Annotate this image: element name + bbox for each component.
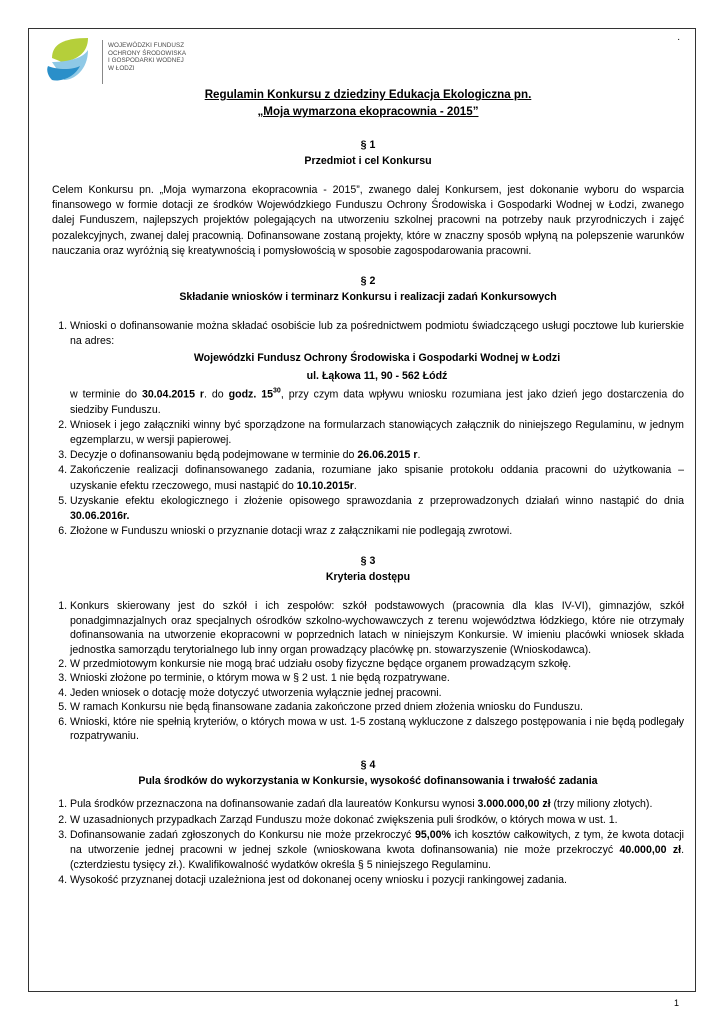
max-amount: 40.000,00 zł	[619, 844, 682, 857]
deadline-hour: godz. 15	[228, 388, 274, 401]
section-2-number: § 2	[360, 275, 376, 288]
list-item: 1. Konkurs skierowany jest do szkół i ich zespołów: szkół podstawowych (pracownia dla klas IV-VI), gimnazjów, szkół ponadgimnazjalnych oraz specjalnych ośrodków szkolno-wychowawczych z terenu województwa łódzkiego, które nie otrzymały dofinansowania na utworzenie ekopracowni w poprzednich latach w niniejszym Konkursie. W imieniu placówki wniosek składa jednostka samorządu terytorialnego lub inny organ prowadzący placówkę pn. stowarzyszenie (Wnioskodawca).	[70, 599, 684, 657]
max-percent: 95,00%	[415, 828, 451, 841]
list-item: 3. Wnioski złożone po terminie, o którym mowa w § 2 ust. 1 nie będą rozpatrywane.	[70, 671, 684, 685]
logo-text	[108, 42, 186, 72]
list-item	[70, 463, 684, 493]
corner-mark: ·	[677, 34, 681, 45]
list-item: 5. W ramach Konkursu nie będą finansowane zadania zakończone przed dniem złożenia wniosku do Funduszu.	[70, 700, 684, 714]
logo-line: W ŁODZI	[108, 64, 135, 72]
item-text: .	[417, 449, 421, 462]
item-text: Decyzje o dofinansowaniu będą podejmowane w terminie do	[70, 449, 358, 462]
deadline-text: , przy czym data wpływu wniosku rozumiana jest jako dzień jego dostarczenia do siedziby Funduszu.	[70, 388, 684, 416]
document-body	[52, 86, 684, 889]
list-item: 6. Wnioski, które nie spełnią kryteriów, o których mowa w ust. 1-5 zostaną wykluczone z dalszego postępowania i nie będą podlegały rozpatrywaniu.	[70, 715, 684, 744]
deadline-minutes: 30	[273, 387, 281, 395]
list-item: 2. Wniosek i jego załączniki winny być sporządzone na formularzach stanowiących załącznik do niniejszego Regulaminu, w jednym egzemplarzu, w wersji papierowej.	[70, 418, 684, 448]
list-item	[70, 494, 684, 524]
list-item: 2. W przedmiotowym konkursie nie mogą brać udziału osoby fizyczne będące organem prowadzącym szkołę.	[70, 657, 684, 671]
section-4-list	[52, 797, 684, 888]
address-line1: Wojewódzki Fundusz Ochrony Środowiska i Gospodarki Wodnej w Łodzi	[193, 352, 561, 365]
section-1-heading: Przedmiot i cel Konkursu	[304, 155, 432, 167]
item-text: Uzyskanie efektu ekologicznego i złożenie opisowego sprawozdania z przeprowadzonych działań winno nastąpić do dnia	[70, 494, 684, 507]
section-2-list	[52, 319, 684, 539]
section-3-heading: Kryteria dostępu	[325, 571, 411, 584]
section-2-item1-deadline	[70, 384, 684, 418]
item-text: (trzy miliony złotych).	[550, 798, 653, 811]
deadline-text: . do	[204, 388, 229, 401]
list-item: 2. W uzasadnionych przypadkach Zarząd Funduszu może dokonać zwiększenia puli środków, o których mowa w ust. 1.	[70, 813, 684, 828]
section-2-heading: Składanie wniosków i terminarz Konkursu i realizacji zadań Konkursowych	[179, 291, 557, 304]
decision-date: 26.06.2015 r	[357, 449, 418, 462]
item-text: Pula środków przeznaczona na dofinansowanie zadań dla laureatów Konkursu wynosi	[70, 798, 478, 811]
report-date: 30.06.2016r.	[70, 509, 130, 522]
page-number: 1	[674, 998, 680, 1008]
section-1-number: § 1	[360, 139, 376, 151]
logo-line: WOJEWÓDZKI FUNDUSZ	[108, 42, 185, 49]
deadline-date: 30.04.2015 r	[141, 388, 205, 401]
list-item: 6. Złożone w Funduszu wnioski o przyznanie dotacji wraz z załącznikami nie podlegają zwrotowi.	[70, 524, 684, 539]
deadline-text: w terminie do	[70, 388, 142, 401]
list-item	[70, 448, 684, 463]
list-item: 4. Wysokość przyznanej dotacji uzależniona jest od dokonanej oceny wniosku i pozycji rankingowej zadania.	[70, 873, 684, 888]
item-text: ich kosztów całkowitych, z tym, że kwota dotacji na utworzenie jednej pracowni w jednej szkole (wnioskowana kwota dofinansowania) nie może przekroczyć	[70, 828, 684, 857]
list-item	[70, 828, 684, 874]
logo-separator	[102, 40, 103, 84]
section-4-heading: Pula środków do wykorzystania w Konkursie, wysokość dofinansowania i trwałość zadania	[138, 775, 598, 788]
completion-date: 10.10.2015r	[296, 479, 354, 492]
item-text: . (czterdziestu tysięcy zł.). Kwalifikowalność wydatków określa § 5 niniejszego Regulaminu.	[70, 844, 685, 872]
logo-line: OCHRONY ŚRODOWISKA	[108, 49, 187, 57]
item-text: Dofinansowanie zadań zgłoszonych do Konkursu nie może przekroczyć	[70, 828, 415, 841]
section-3-number: § 3	[360, 555, 376, 568]
logo-line: I GOSPODARKI WODNEJ	[108, 57, 184, 65]
section-3-list	[52, 599, 684, 743]
item-text: Zakończenie realizacji dofinansowanego zadania, rozumiane jako spisanie protokołu oddania pracowni do użytkowania – uzyskanie efektu rzeczowego, musi nastąpić do	[70, 464, 684, 492]
section-4-number: § 4	[360, 759, 376, 772]
section-1-text: Celem Konkursu pn. „Moja wymarzona ekopracownia - 2015”, zwanego dalej Konkursem, jest dokonanie wyboru do wsparcia finansowego w formie dotacji ze środków Wojewódzkiego Funduszu Ochrony Środowiska i Gospodarki Wodnej w Łodzi, zwanego dalej Funduszem, najlepszych projektów polegających na utworzeniu szkolnej pracowni na potrzeby nauk przyrodniczych i zajęć pozalekcyjnych, zwanej dalej pracownią. Dofinansowane zostaną projekty, które w znaczny sposób wpłyną na polepszenie warunków nauczania oraz wyróżnią się kreatywnością i pomysłowością w sposobie zagospodarowania pracowni.	[52, 184, 684, 257]
document-title-line2: „Moja wymarzona ekopracownia - 2015”	[257, 105, 479, 118]
list-item: 4. Jeden wniosek o dotację może dotyczyć utworzenia wyłącznie jednej pracowni.	[70, 686, 684, 700]
list-item	[70, 797, 684, 812]
address-line2: ul. Łąkowa 11, 90 - 562 Łódź	[306, 369, 448, 382]
item-text: .	[353, 479, 357, 492]
list-item	[70, 319, 684, 418]
document-title-line1: Regulamin Konkursu z dziedziny Edukacja Ekologiczna pn.	[204, 88, 532, 101]
pool-amount: 3.000.000,00 zł	[477, 798, 551, 811]
section-2-item1-intro: Wnioski o dofinansowanie można składać osobiście lub za pośrednictwem podmiotu świadczącego usługi pocztowe lub kurierskie na adres:	[70, 320, 684, 348]
